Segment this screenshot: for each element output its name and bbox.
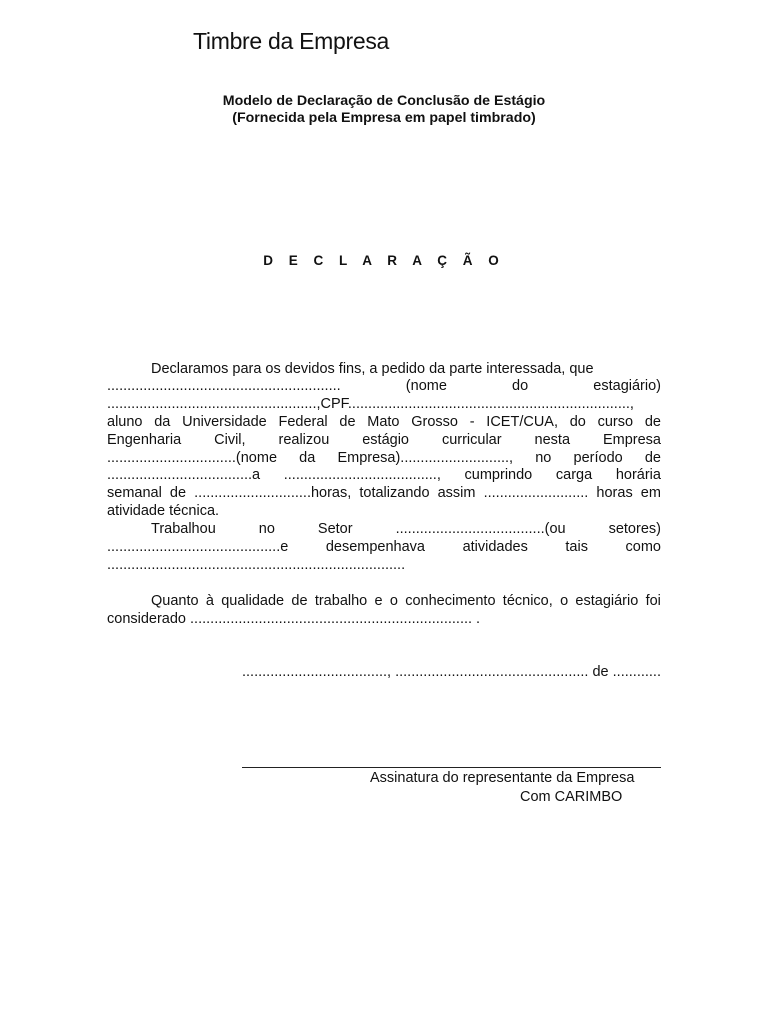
body-line: Trabalhou no Setor .....................................(ou setores) xyxy=(151,521,661,537)
body-line: aluno da Universidade Federal de Mato Grosso - ICET/CUA, do curso de xyxy=(107,414,661,430)
letterhead: Timbre da Empresa xyxy=(193,28,390,54)
body-line: ...........................................e desempenhava atividades tais como xyxy=(107,539,661,555)
body-line: Engenharia Civil, realizou estágio curricular nesta Empresa xyxy=(107,432,661,448)
body-line: .......................................................................... xyxy=(107,557,406,573)
document-subtitle: (Fornecida pela Empresa em papel timbrado) xyxy=(232,110,536,126)
body-line: semanal de .............................horas, totalizando assim .......................... horas em xyxy=(107,485,661,501)
body-line: Declaramos para os devidos fins, a pedido da parte interessada, que xyxy=(151,361,594,377)
body-line: .......................................................... (nome do estagiário) xyxy=(107,378,661,394)
stamp-label: Com CARIMBO xyxy=(520,789,623,805)
body-line: considerado ...................................................................... . xyxy=(107,611,481,627)
body-line: ....................................a ......................................, cumprindo carga horária xyxy=(107,467,661,483)
body-line: Quanto à qualidade de trabalho e o conhecimento técnico, o estagiário foi xyxy=(151,593,661,609)
signature-label: Assinatura do representante da Empresa xyxy=(370,770,635,786)
signature-line xyxy=(242,767,661,768)
body-line: ....................................................,CPF......................................................................, xyxy=(107,396,634,412)
body-line: atividade técnica. xyxy=(107,503,220,519)
body-line: ................................(nome da Empresa)..........................., no período de xyxy=(107,450,661,466)
document-title: Modelo de Declaração de Conclusão de Estágio xyxy=(222,93,546,109)
place-date-line: ...................................., ................................................ de ............ xyxy=(242,664,661,680)
declaration-heading: D E C L A R A Ç Ã O xyxy=(263,253,505,268)
